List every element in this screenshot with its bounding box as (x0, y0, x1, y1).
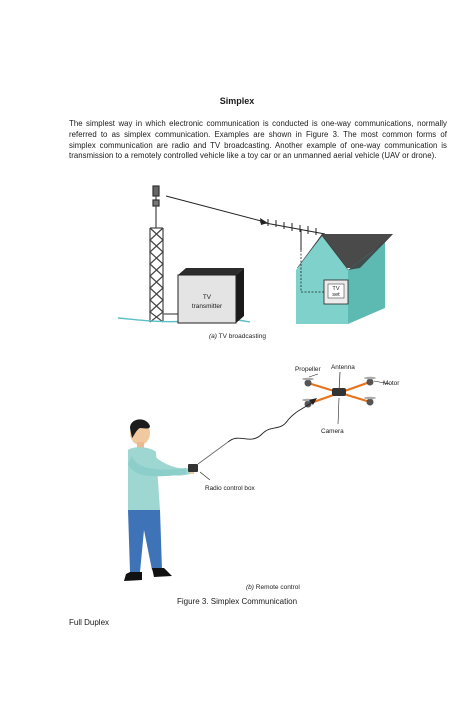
tv-transmitter-box (178, 268, 244, 323)
motor-label: Motor (383, 380, 400, 387)
transmitter-label-line2: transmitter (191, 303, 223, 310)
drone (302, 372, 390, 424)
tv-broadcasting-illustration (110, 182, 410, 342)
broadcast-signal-arrow (166, 196, 268, 225)
figure-b-caption: (b) Remote control (246, 584, 300, 591)
section-paragraph: The simplest way in which electronic communication is conducted is one-way communications, normally referred to as simplex communication. Examples are shown in Figure 3. The most common forms of simplex communication are radio and TV broadcasting. Another example of one-way communication is transmission to a remotely controlled vehicle like a toy car or an unmanned aerial vehicle (UAV or drone). (69, 119, 447, 161)
tv-set-label-line1: TV (332, 286, 340, 292)
tv-set-label-line2: set (332, 292, 340, 298)
transmitter-label-line1: TV (202, 294, 212, 301)
transmitter-tower (150, 186, 163, 322)
control-signal-path (198, 398, 317, 464)
antenna-label: Antenna (331, 364, 355, 371)
control-box-label: Radio control box (205, 485, 255, 492)
section-heading: Simplex (219, 96, 255, 106)
camera-label: Camera (321, 428, 344, 435)
next-section-heading: Full Duplex (69, 618, 110, 627)
remote-control-illustration (110, 360, 410, 592)
figure-caption: Figure 3. Simplex Communication (176, 597, 298, 606)
figure-a-caption: (a) TV broadcasting (209, 333, 266, 340)
house (296, 234, 393, 324)
propeller-label: Propeller (295, 366, 321, 373)
person-operator (124, 419, 198, 581)
